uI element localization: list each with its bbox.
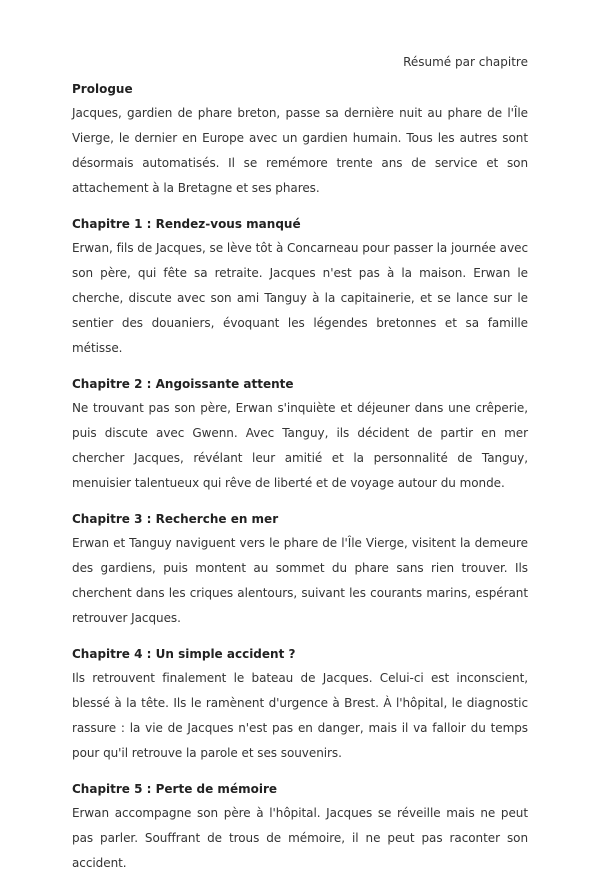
summary-content — [72, 80, 528, 890]
section-title: Chapitre 3 : Recherche en mer — [72, 512, 279, 526]
section-title: Chapitre 1 : Rendez-vous manqué — [72, 217, 301, 231]
section-chapter-1 — [72, 215, 528, 361]
section-body: Erwan, fils de Jacques, se lève tôt à Concarneau pour passer la journée avec son père, qui fête sa retraite. Jacques n'est pas à la maison. Erwan le cherche, discute avec son ami Tanguy à la capitainerie, et se lance sur le sentier des douaniers, évoquant les légendes bretonnes et sa famille métisse. — [72, 241, 528, 355]
section-body: Jacques, gardien de phare breton, passe sa dernière nuit au phare de l'Île Vierge, le dernier en Europe avec un gardien humain. Tous les autres sont désormais automatisés. Il se remémore trente ans de service et son attachement à la Bretagne et ses phares. — [72, 106, 528, 195]
section-body: Ils retrouvent finalement le bateau de Jacques. Celui-ci est inconscient, blessé à la tête. Ils le ramènent d'urgence à Brest. À l'hôpital, le diagnostic rassure : la vie de Jacques n'est pas en danger, mais il va falloir du temps pour qu'il retrouve la parole et ses souvenirs. — [72, 671, 528, 760]
running-header: Résumé par chapitre — [403, 55, 528, 69]
section-body: Erwan accompagne son père à l'hôpital. Jacques se réveille mais ne peut pas parler. Souffrant de trous de mémoire, il ne peut pas raconter son accident. — [72, 806, 528, 870]
section-chapter-3 — [72, 510, 528, 631]
section-chapter-2 — [72, 375, 528, 496]
section-title: Chapitre 2 : Angoissante attente — [72, 377, 294, 391]
section-title: Prologue — [72, 82, 133, 96]
section-body: Ne trouvant pas son père, Erwan s'inquiète et déjeuner dans une crêperie, puis discute avec Gwenn. Avec Tanguy, ils décident de partir en mer chercher Jacques, révélant leur amitié et la personnalité de Tanguy, menuisier talentueux qui rêve de liberté et de voyage autour du monde. — [72, 401, 528, 490]
section-title: Chapitre 5 : Perte de mémoire — [72, 782, 277, 796]
section-title: Chapitre 4 : Un simple accident ? — [72, 647, 296, 661]
section-prologue — [72, 80, 528, 201]
section-chapter-5 — [72, 780, 528, 876]
section-chapter-4 — [72, 645, 528, 766]
section-body: Erwan et Tanguy naviguent vers le phare de l'Île Vierge, visitent la demeure des gardiens, puis montent au sommet du phare sans rien trouver. Ils cherchent dans les criques alentours, suivant les courants marins, espérant retrouver Jacques. — [72, 536, 528, 625]
